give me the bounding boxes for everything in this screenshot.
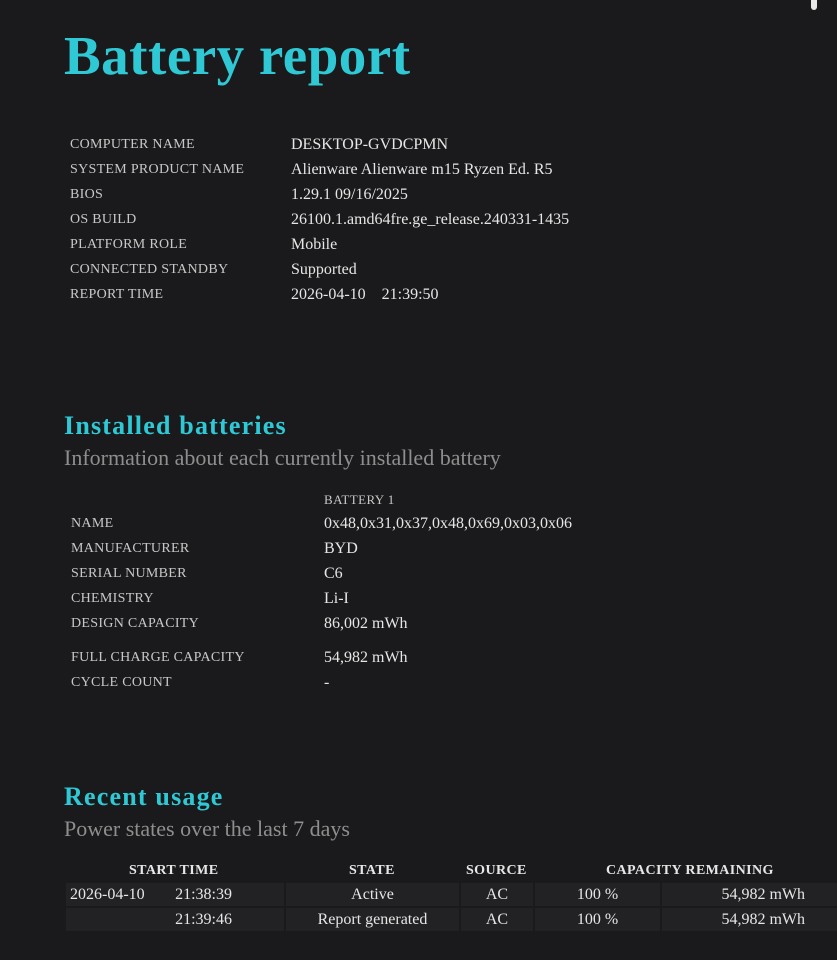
- field-value: 26100.1.amd64fre.ge_release.240331-1435: [291, 210, 570, 228]
- field-label: COMPUTER NAME: [70, 136, 195, 152]
- column-header-capacity: CAPACITY REMAINING: [606, 863, 774, 878]
- installed-batteries-subheading: Information about each currently installed battery: [64, 445, 501, 470]
- field-label: FULL CHARGE CAPACITY: [71, 649, 245, 665]
- field-value: -: [324, 673, 330, 691]
- battery-info-row: [71, 536, 572, 561]
- field-label: SERIAL NUMBER: [71, 565, 187, 581]
- table-row: [66, 908, 837, 931]
- field-label: NAME: [71, 515, 114, 531]
- recent-usage-heading: Recent usage: [64, 782, 224, 811]
- field-label: CYCLE COUNT: [71, 674, 172, 690]
- battery-info-row: [71, 586, 572, 611]
- system-info-row: [70, 207, 569, 232]
- field-value: C6: [324, 564, 343, 582]
- system-info-row: [70, 232, 569, 257]
- field-value: 1.29.1 09/16/2025: [291, 185, 408, 203]
- field-label: SYSTEM PRODUCT NAME: [70, 161, 245, 177]
- capacity-mwh-cell: 54,982 mWh: [662, 883, 837, 906]
- battery-info-row: [71, 611, 572, 636]
- capacity-mwh-cell: 54,982 mWh: [662, 908, 837, 931]
- battery-info-row: [71, 636, 572, 670]
- table-row: [66, 883, 837, 906]
- system-info-table: [70, 132, 569, 307]
- recent-usage-subheading: Power states over the last 7 days: [64, 816, 350, 841]
- capacity-percent-cell: 100 %: [535, 908, 660, 931]
- field-label: MANUFACTURER: [71, 540, 190, 556]
- battery-info-row: [71, 561, 572, 586]
- state-cell: Active: [286, 883, 459, 906]
- field-label: BIOS: [70, 186, 104, 202]
- field-label: OS BUILD: [70, 211, 137, 227]
- capacity-percent-cell: 100 %: [535, 883, 660, 906]
- start-time-cell: 21:38:39: [168, 883, 284, 906]
- start-date-cell: 2026-04-10: [66, 883, 168, 906]
- source-cell: AC: [461, 908, 533, 931]
- field-value: 2026-04-10 21:39:50: [291, 285, 439, 303]
- page-title: Battery report: [64, 25, 411, 86]
- field-label: CONNECTED STANDBY: [70, 261, 229, 277]
- field-value: 86,002 mWh: [324, 614, 408, 632]
- field-value: Mobile: [291, 235, 338, 253]
- battery-column-header: BATTERY 1: [324, 492, 395, 507]
- field-value: Supported: [291, 260, 357, 278]
- column-header-start-time: START TIME: [129, 863, 219, 878]
- field-label: CHEMISTRY: [71, 590, 154, 606]
- start-time-cell: 21:39:46: [168, 908, 284, 931]
- field-value: DESKTOP-GVDCPMN: [291, 135, 449, 153]
- field-value: 54,982 mWh: [324, 648, 408, 666]
- field-value: Alienware Alienware m15 Ryzen Ed. R5: [291, 160, 553, 178]
- battery-info-row: [71, 511, 572, 536]
- system-info-row: [70, 182, 569, 207]
- system-info-row: [70, 257, 569, 282]
- battery-info-table: [71, 511, 572, 695]
- column-header-state: STATE: [349, 863, 395, 878]
- field-value: 0x48,0x31,0x37,0x48,0x69,0x03,0x06: [324, 514, 572, 532]
- field-label: DESIGN CAPACITY: [71, 615, 200, 631]
- system-info-row: [70, 132, 569, 157]
- state-cell: Report generated: [286, 908, 459, 931]
- system-info-row: [70, 282, 569, 307]
- field-value: BYD: [324, 539, 358, 557]
- installed-batteries-heading: Installed batteries: [64, 411, 287, 440]
- start-date-cell: [66, 908, 168, 931]
- column-header-source: SOURCE: [466, 863, 527, 878]
- field-label: REPORT TIME: [70, 286, 164, 302]
- source-cell: AC: [461, 883, 533, 906]
- battery-info-row: [71, 670, 572, 695]
- scrollbar-thumb[interactable]: [811, 0, 817, 10]
- system-info-row: [70, 157, 569, 182]
- field-label: PLATFORM ROLE: [70, 236, 188, 252]
- field-value: Li-I: [324, 589, 349, 607]
